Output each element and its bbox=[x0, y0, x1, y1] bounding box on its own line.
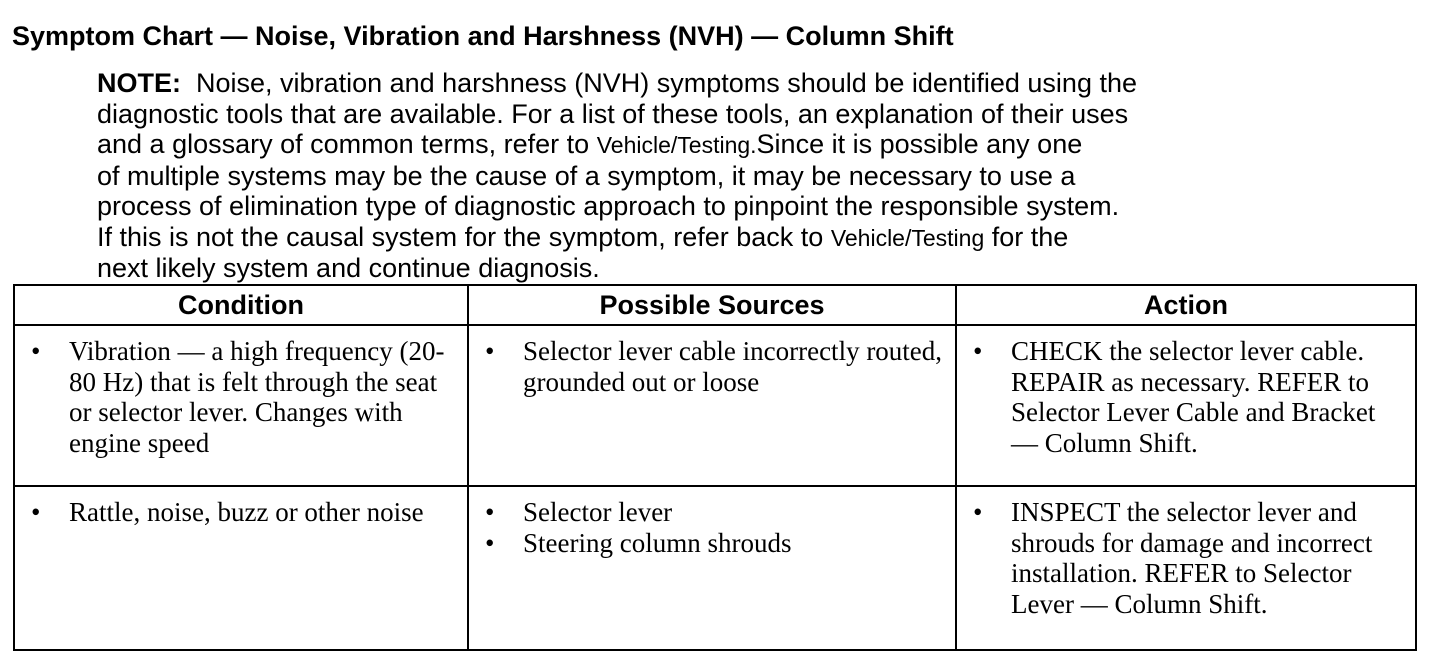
note-text: If this is not the causal system for the symptom, refer back to bbox=[97, 221, 824, 252]
list-item bbox=[477, 336, 947, 397]
note-text: for the bbox=[991, 221, 1069, 252]
header-possible-sources: Possible Sources bbox=[468, 285, 956, 325]
header-action: Action bbox=[956, 285, 1416, 325]
note-line-4: of multiple systems may be the cause of a symptom, it may be necessary to use a bbox=[97, 160, 1076, 191]
note-text: Noise, vibration and harshness (NVH) symptoms should be identified using the bbox=[196, 68, 1137, 98]
condition-cell bbox=[14, 325, 468, 486]
note-text: Since it is possible any one bbox=[756, 129, 1083, 159]
table-row bbox=[14, 325, 1416, 486]
note-line-3 bbox=[97, 129, 1397, 161]
list-item bbox=[477, 528, 947, 559]
symptom-table bbox=[13, 284, 1417, 651]
bullet-icon: • bbox=[485, 497, 495, 527]
bullet-icon: • bbox=[973, 336, 983, 366]
source-text: Steering column shrouds bbox=[523, 527, 792, 558]
condition-cell bbox=[14, 486, 468, 650]
bullet-icon: • bbox=[31, 336, 41, 366]
note-line-1 bbox=[97, 68, 1397, 99]
vehicle-testing-reference: Vehicle/Testing. bbox=[596, 132, 757, 158]
table-row bbox=[14, 486, 1416, 650]
action-text: CHECK the selector lever cable. REPAIR as necessary. REFER to Selector Lever Cable and Bracket — Column Shift. bbox=[1011, 336, 1376, 458]
note-block bbox=[97, 68, 1397, 284]
note-label: NOTE: bbox=[97, 68, 181, 98]
action-text: INSPECT the selector lever and shrouds for damage and incorrect installation. REFER to Selector Lever — Column Shift. bbox=[1011, 497, 1373, 619]
sources-cell bbox=[468, 325, 956, 486]
condition-text: Rattle, noise, buzz or other noise bbox=[69, 497, 424, 527]
note-text: and a glossary of common terms, refer to bbox=[97, 129, 590, 159]
note-line-6 bbox=[97, 222, 1397, 254]
bullet-icon: • bbox=[485, 336, 495, 366]
list-item bbox=[965, 336, 1407, 458]
list-item bbox=[23, 336, 459, 458]
action-cell bbox=[956, 486, 1416, 650]
list-item bbox=[23, 497, 459, 528]
header-condition: Condition bbox=[14, 285, 468, 325]
source-text: Selector lever cable incorrectly routed, grounded out or loose bbox=[523, 336, 943, 397]
sources-cell bbox=[468, 486, 956, 650]
vehicle-testing-reference: Vehicle/Testing bbox=[830, 224, 985, 251]
note-line-5: process of elimination type of diagnostic approach to pinpoint the responsible system. bbox=[97, 191, 1120, 221]
condition-text: Vibration — a high frequency (20-80 Hz) that is felt through the seat or selector lever. Changes with engine speed bbox=[69, 336, 445, 458]
bullet-icon: • bbox=[485, 527, 495, 558]
bullet-icon: • bbox=[31, 497, 41, 527]
source-text: Selector lever bbox=[523, 497, 673, 527]
action-cell bbox=[956, 325, 1416, 486]
bullet-icon: • bbox=[973, 497, 983, 527]
note-line-2: diagnostic tools that are available. For a list of these tools, an explanation of their uses bbox=[97, 98, 1129, 129]
table-header-row bbox=[14, 285, 1416, 325]
list-item bbox=[965, 497, 1407, 619]
note-line-7: next likely system and continue diagnosis. bbox=[97, 253, 600, 283]
list-item bbox=[477, 497, 947, 528]
page-title: Symptom Chart — Noise, Vibration and Harshness (NVH) — Column Shift bbox=[12, 21, 954, 51]
